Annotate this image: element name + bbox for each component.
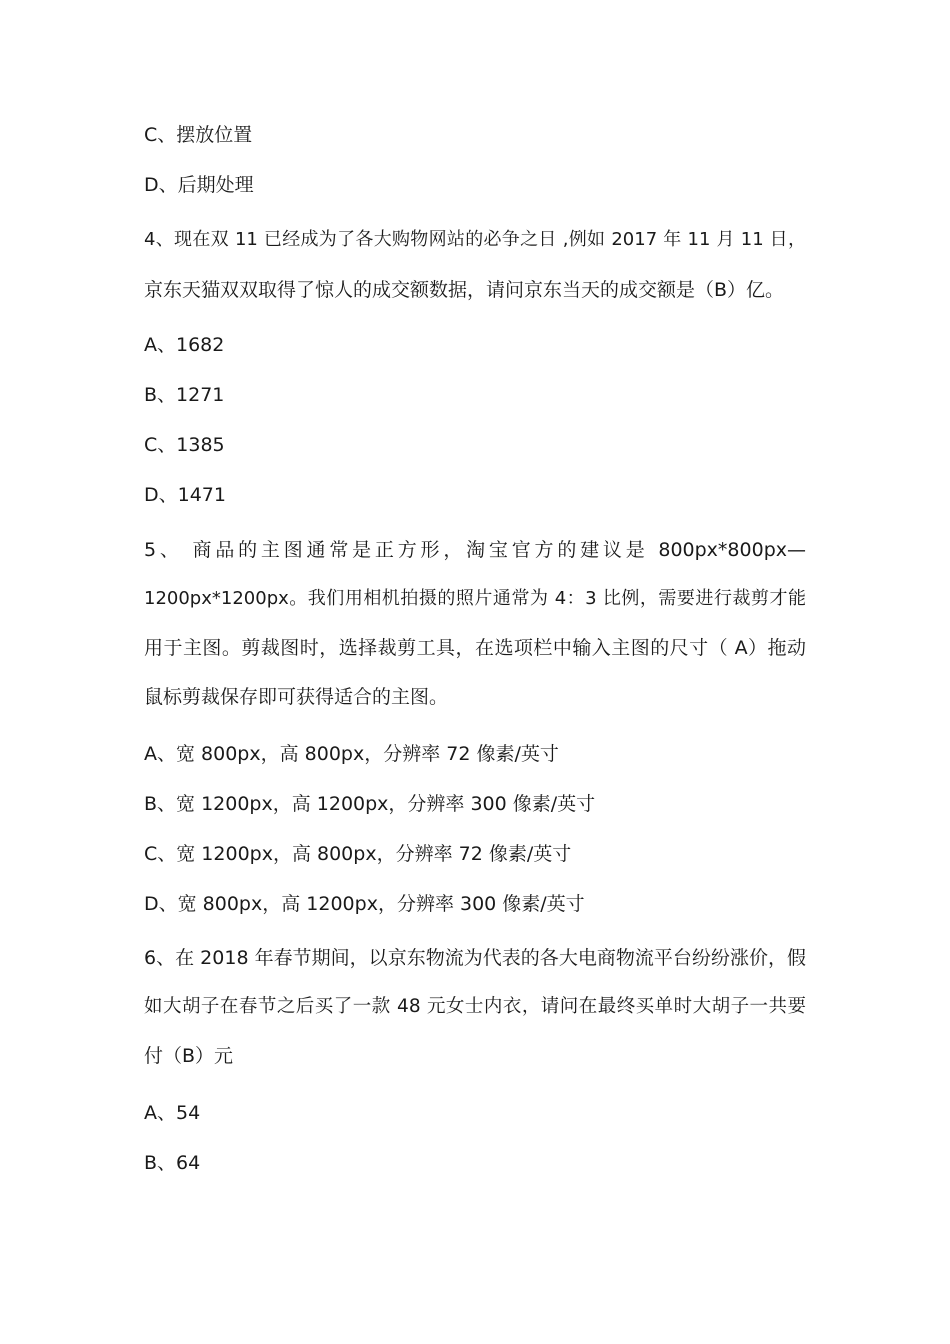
q4-stem-line-2: 京东天猫双双取得了惊人的成交额数据，请问京东当天的成交额是（B）亿。 [144,279,785,301]
q5-stem-line-2: 1200px*1200px。我们用相机拍摄的照片通常为 4：3 比例，需要进行裁剪才能 [144,588,806,609]
q5-stem-line-1: 5、 商品的主图通常是正方形，淘宝官方的建议是 800px*800px— [144,539,806,561]
q5-option-c: C、宽 1200px，高 800px，分辨率 72 像素/英寸 [144,843,572,865]
q5-option-b: B、宽 1200px，高 1200px，分辨率 300 像素/英寸 [144,793,596,815]
q6-stem-line-3: 付（B）元 [144,1045,234,1067]
q4-option-c: C、1385 [144,434,225,456]
q6-option-b: B、64 [144,1152,201,1174]
q5-option-d: D、宽 800px，高 1200px，分辨率 300 像素/英寸 [144,893,585,915]
q5-option-a: A、宽 800px，高 800px，分辨率 72 像素/英寸 [144,743,559,765]
q6-stem-line-1: 6、在 2018 年春节期间，以京东物流为代表的各大电商物流平台纷纷涨价，假 [144,947,806,969]
q5-stem-line-4: 鼠标剪裁保存即可获得适合的主图。 [144,686,449,708]
q4-option-a: A、1682 [144,334,225,356]
q4-stem-line-1: 4、现在双 11 已经成为了各大购物网站的必争之日 ,例如 2017 年 11 月 11 日， [144,229,806,250]
q6-stem-line-2: 如大胡子在春节之后买了一款 48 元女士内衣，请问在最终买单时大胡子一共要 [144,996,806,1017]
q3-option-d: D、后期处理 [144,174,254,196]
q5-stem-line-3: 用于主图。剪裁图时，选择裁剪工具，在选项栏中输入主图的尺寸（ A）拖动 [144,637,806,659]
q6-option-a: A、54 [144,1102,201,1124]
q3-option-c: C、摆放位置 [144,124,253,146]
q4-option-d: D、1471 [144,484,226,506]
q4-option-b: B、1271 [144,384,225,406]
